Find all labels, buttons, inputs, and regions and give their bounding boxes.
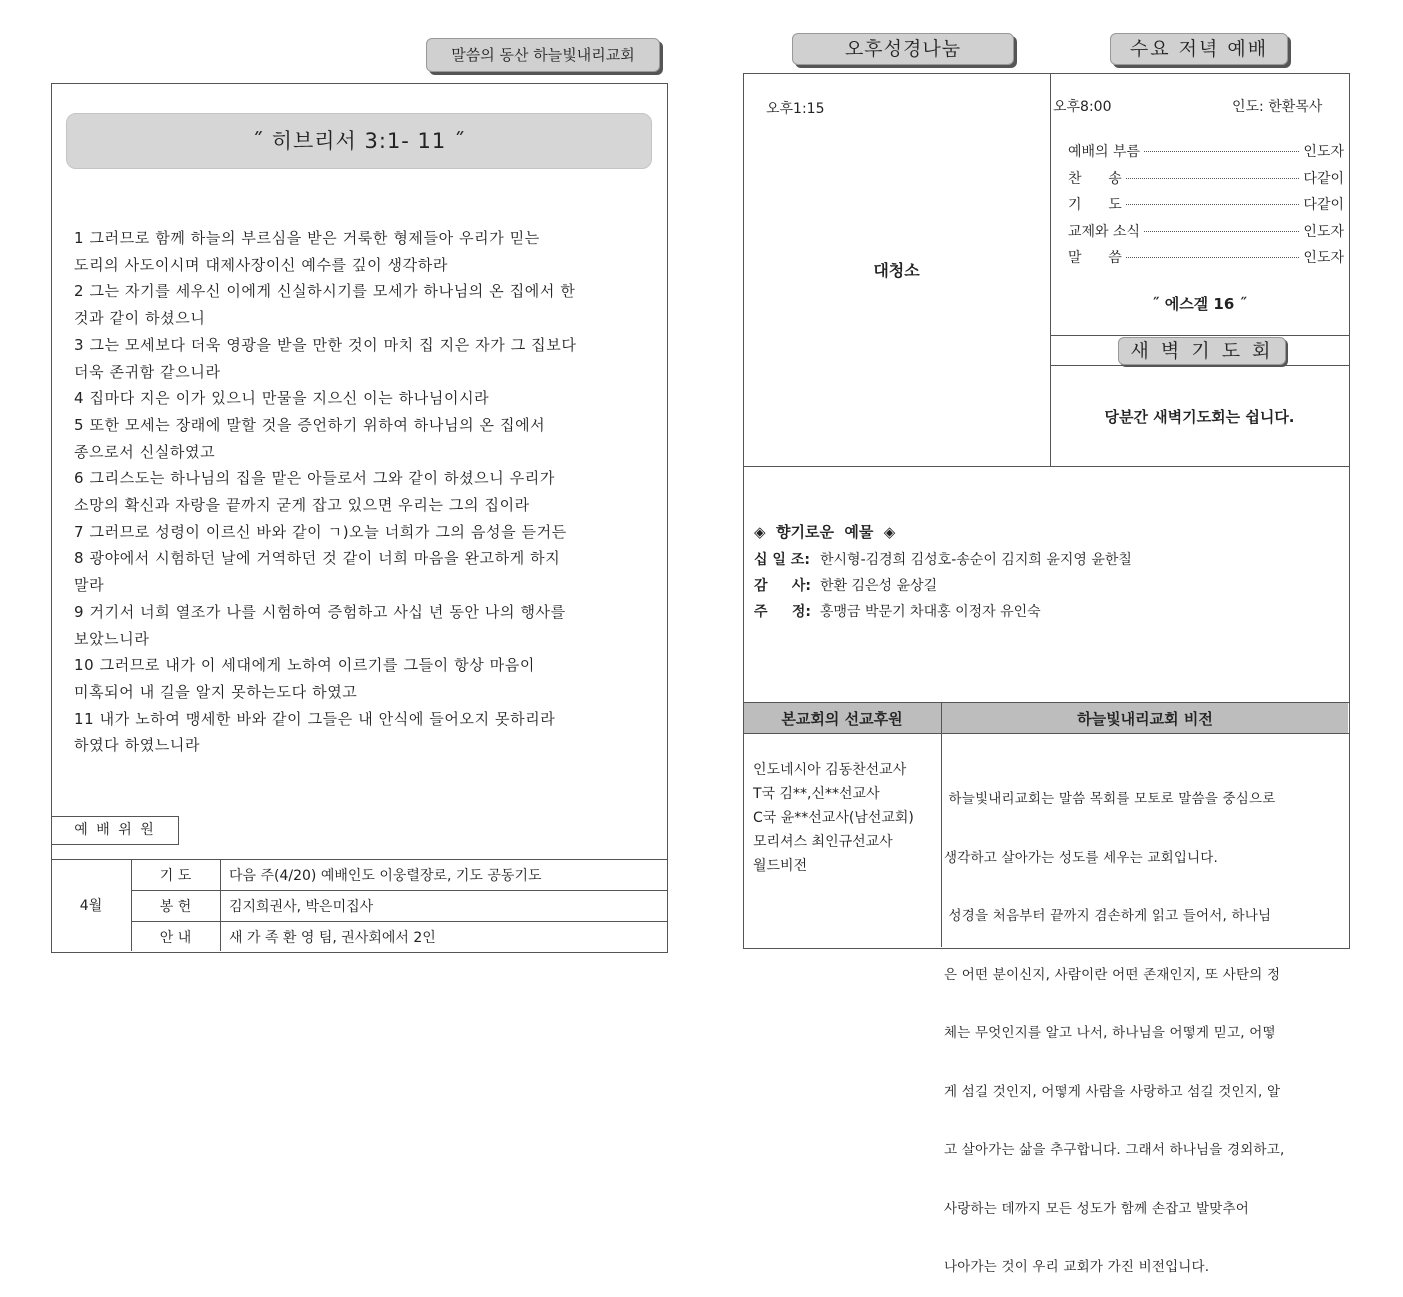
committee-role: 기 도 [159,867,192,884]
divider [743,702,1349,703]
offering-row: 감 사: 한환 김은성 윤상길 [754,578,938,594]
sermon-passage: ˝ 에스겔 16 ˝ [1151,295,1247,313]
offerings-title: ◈ 향기로운 예물 ◈ [754,523,896,541]
verse-line: 보았느니라 [74,629,150,648]
committee-role: 안 내 [159,929,192,946]
worship-order-item: 말 씀 인도자 [1068,250,1344,266]
worship-order-item: 기 도 다같이 [1068,197,1344,213]
verse-line: 소망의 확신과 자랑을 끝까지 굳게 잡고 있으면 우리는 그의 집이라 [74,496,530,515]
vision-line: 고 살아가는 삶을 추구합니다. 그래서 하나님을 경외하고, [944,1142,1285,1158]
verse-line: 미혹되어 내 길을 알지 못하는도다 하였고 [74,682,358,701]
verse-line: 더욱 존귀함 같으니라 [74,362,221,381]
committee-role: 봉 헌 [159,898,192,915]
vision-line: 은 어떤 분이신지, 사람이란 어떤 존재인지, 또 사탄의 정 [944,966,1281,983]
committee-value: 다음 주(4/20) 예배인도 이웅렬장로, 기도 공동기도 [229,867,542,884]
missions-header: 본교회의 선교후원 [781,710,903,728]
verse-line: 8 광야에서 시험하던 날에 거역하던 것 같이 너희 마음을 완고하게 하지 [74,549,561,568]
scripture-title-banner [66,113,652,169]
offering-row: 주 정: 홍맹금 박문기 차대홍 이정자 유인숙 [754,604,1041,620]
mission-item: C국 윤**선교사(남선교회) [753,810,914,826]
divider [1050,335,1349,336]
wednesday-time: 오후8:00 [1053,99,1112,115]
verse-line: 5 또한 모세는 장래에 말할 것을 증언하기 위하여 하나님의 온 집에서 [74,415,546,434]
worship-committee-label: 예 배 위 원 [74,822,156,838]
wednesday-leader: 인도: 한환목사 [1232,99,1323,115]
worship-order-item: 교제와 소식 인도자 [1068,223,1344,240]
mission-item: 월드비전 [753,858,808,874]
church-name-badge [426,38,660,72]
scripture-text [74,225,674,759]
verse-line: 1 그러므로 함께 하늘의 부르심을 받은 거룩한 형제들아 우리가 믿는 [74,229,540,247]
dawn-prayer-label: 새 벽 기 도 회 [1130,340,1274,362]
divider [743,733,1349,734]
church-name: 말씀의 동산 하늘빛내리교회 [451,46,635,64]
divider [743,466,1349,467]
vision-text [944,751,1346,1297]
vision-header: 하늘빛내리교회 비전 [1077,710,1213,728]
vision-line: 생각하고 살아가는 성도를 세우는 교회입니다. [944,849,1219,866]
verse-line: 종으로서 신실하였고 [74,442,216,461]
vision-line: 게 섬길 것인지, 어떻게 사람을 사랑하고 섬길 것인지, 알 [944,1083,1281,1100]
divider [1050,365,1349,366]
verse-line: 2 그는 자기를 세우신 이에게 신실하시기를 모세가 하나님의 온 집에서 한 [74,282,576,301]
dawn-prayer-badge [1118,337,1286,365]
verse-line: 말라 [74,576,105,595]
verse-line: 10 그러므로 내가 이 세대에게 노하여 이르기를 그들이 항상 마음이 [74,656,535,675]
offerings-list [754,549,1132,627]
wednesday-header-badge [1110,33,1288,65]
verse-line: 3 그는 모세보다 더욱 영광을 받을 만한 것이 마치 집 지은 자가 그 집보다 [74,335,577,354]
vision-line: 하늘빛내리교회는 말씀 목회를 모토로 말씀을 중심으로 [944,791,1276,807]
verse-line: 9 거기서 너희 열조가 나를 시험하여 증험하고 사십 년 동안 나의 행사를 [74,602,566,621]
afternoon-location: 대청소 [873,261,920,280]
worship-committee-label-box [51,816,179,845]
offering-row: 십 일 조: 한시형-김경희 김성호-송순이 김지희 윤지영 윤한칠 [754,552,1132,568]
verse-line: 도리의 사도이시며 대제사장이신 예수를 깊이 생각하라 [74,255,448,274]
divider [941,702,942,947]
afternoon-label: 오후성경나눔 [844,38,962,60]
committee-value: 새 가 족 환 영 팀, 권사회에서 2인 [229,929,436,946]
worship-order-list [1068,141,1344,274]
verse-line: 6 그리스도는 하나님의 집을 맡은 아들로서 그와 같이 하셨으니 우리가 [74,469,555,488]
missions-list [753,758,914,878]
mission-item: T국 김**,신**선교사 [753,786,880,802]
verse-line: 하였다 하였느니라 [74,736,201,755]
verse-line: 것과 같이 하셨으니 [74,309,206,328]
mission-item: 인도네시아 김동찬선교사 [753,762,907,778]
committee-month: 4월 [79,898,103,914]
worship-order-item: 찬 송 다같이 [1068,170,1344,187]
worship-order-item: 예배의 부름 인도자 [1068,144,1344,160]
scripture-title: ˝ 히브리서 3:1- 11 ˝ [252,129,466,153]
dawn-prayer-notice: 당분간 새벽기도회는 쉽니다. [1104,408,1295,426]
wednesday-label: 수요 저녁 예배 [1129,38,1269,60]
verse-line: 4 집마다 지은 이가 있으니 만물을 지으신 이는 하나님이시라 [74,389,490,408]
verse-line: 11 내가 노하여 맹세한 바와 같이 그들은 내 안식에 들어오지 못하리라 [74,709,556,728]
vision-line: 성경을 처음부터 끝까지 겸손하게 읽고 들어서, 하나님 [944,908,1272,924]
vision-line: 나아가는 것이 우리 교회가 가진 비전입니다. [944,1259,1210,1275]
vision-line: 사랑하는 데까지 모든 성도가 함께 손잡고 발맞추어 [944,1200,1250,1217]
vision-line: 체는 무엇인지를 알고 나서, 하나님을 어떻게 믿고, 어떻 [944,1025,1276,1041]
mission-item: 모리셔스 최인규선교사 [753,834,893,850]
verse-line: 7 그러므로 성령이 이르신 바와 같이 ㄱ)오늘 너희가 그의 음성을 듣거든 [74,522,567,541]
divider [220,859,221,951]
afternoon-time: 오후1:15 [766,101,825,117]
committee-value: 김지희권사, 박은미집사 [229,898,374,915]
afternoon-header-badge [792,33,1014,65]
